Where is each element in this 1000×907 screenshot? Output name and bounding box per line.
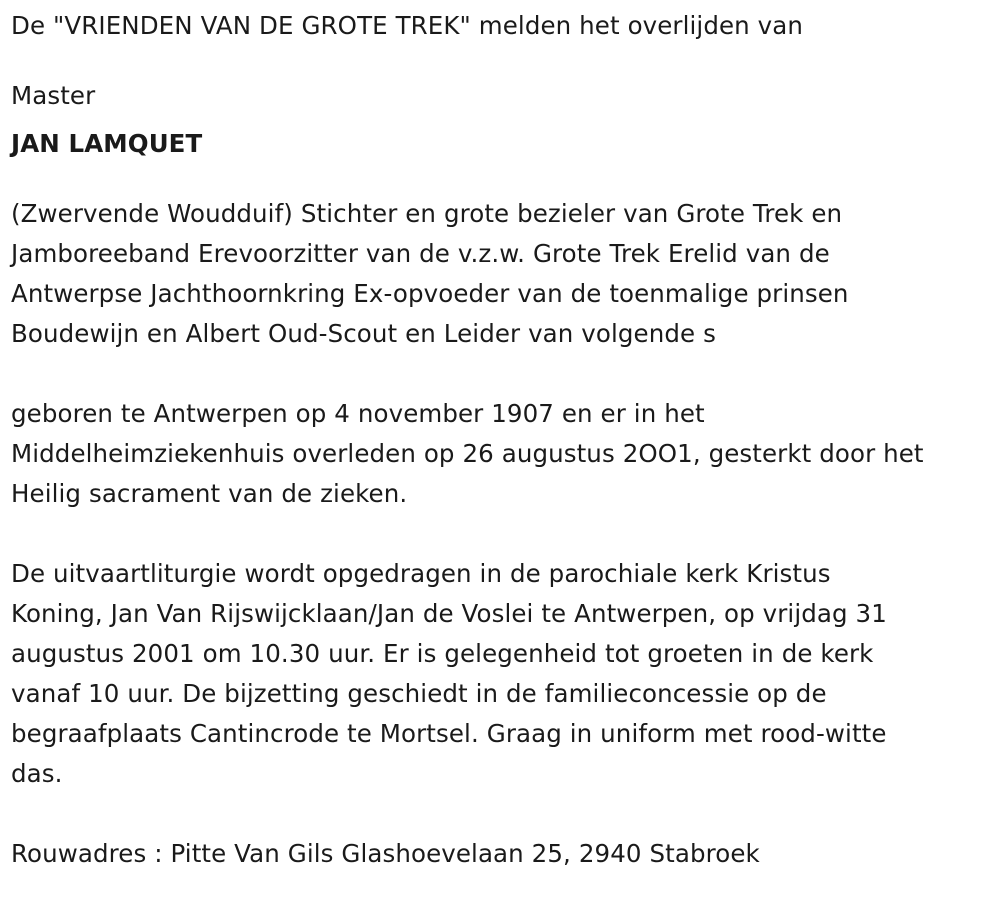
spacer xyxy=(11,164,991,194)
mourning-address: Rouwadres : Pitte Van Gils Glashoevelaan 25, 2940 Stabroek xyxy=(11,839,760,868)
title-prefix: Master xyxy=(11,81,96,110)
paragraph-line: vanaf 10 uur. De bijzetting geschiedt in de familieconcessie op de xyxy=(11,679,827,708)
paragraph-line: Jamboreeband Erevoorzitter van de v.z.w. Grote Trek Erelid van de xyxy=(11,239,830,268)
paragraph-line: De uitvaartliturgie wordt opgedragen in de parochiale kerk Kristus xyxy=(11,559,831,588)
intro-line: De "VRIENDEN VAN DE GROTE TREK" melden het overlijden van xyxy=(11,11,804,40)
paragraph-line: Antwerpse Jachthoornkring Ex-opvoeder van de toenmalige prinsen xyxy=(11,279,849,308)
obituary-notice xyxy=(11,6,991,874)
paragraph-line: geboren te Antwerpen op 4 november 1907 en er in het xyxy=(11,399,705,428)
spacer xyxy=(11,354,991,394)
paragraph-line: Boudewijn en Albert Oud-Scout en Leider van volgende s xyxy=(11,319,716,348)
spacer xyxy=(11,794,991,834)
paragraph-line: Koning, Jan Van Rijswijcklaan/Jan de Voslei te Antwerpen, op vrijdag 31 xyxy=(11,599,887,628)
spacer xyxy=(11,46,991,76)
paragraph-line: das. xyxy=(11,759,63,788)
funeral-paragraph xyxy=(11,554,991,794)
spacer xyxy=(11,514,991,554)
paragraph-line: Middelheimziekenhuis overleden op 26 augustus 2OO1, gesterkt door het xyxy=(11,439,924,468)
paragraph-line: Heilig sacrament van de zieken. xyxy=(11,479,408,508)
deceased-name: JAN LAMQUET xyxy=(11,129,203,158)
paragraph-line: (Zwervende Woudduif) Stichter en grote bezieler van Grote Trek en xyxy=(11,199,843,228)
paragraph-line: augustus 2001 om 10.30 uur. Er is gelegenheid tot groeten in de kerk xyxy=(11,639,874,668)
biography-paragraph xyxy=(11,194,991,354)
paragraph-line: begraafplaats Cantincrode te Mortsel. Graag in uniform met rood-witte xyxy=(11,719,887,748)
birth-death-paragraph xyxy=(11,394,991,514)
